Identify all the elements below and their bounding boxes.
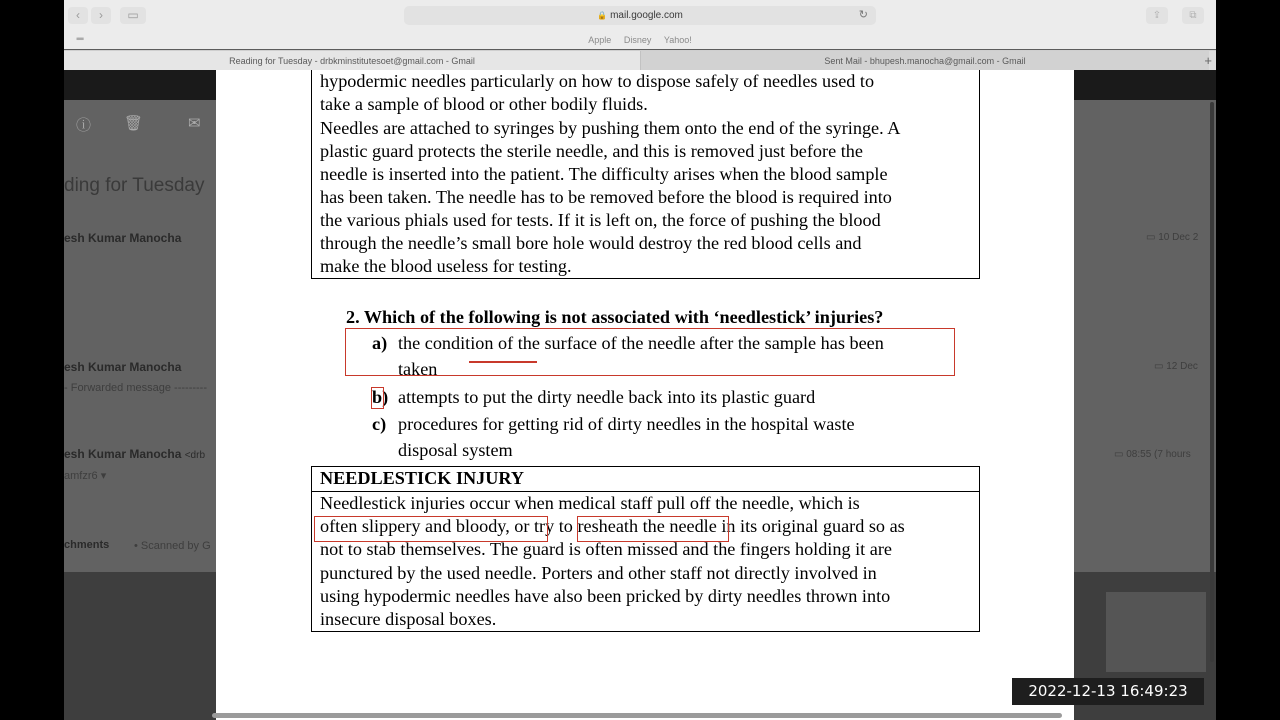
resheath-highlight-box [577,516,729,542]
passage-line: through the needle’s small bore hole would destroy the red blood cells and [320,233,862,253]
email-subject: ding for Tuesday [64,175,205,196]
date-text: 08:55 (7 hours [1126,449,1191,460]
passage-line: hypodermic needles particularly on how to dispose safely of needles used to [320,71,875,91]
favorite-yahoo[interactable]: Yahoo! [663,35,692,45]
label-icon: ▭ [1154,361,1167,372]
injury-line: insecure disposal boxes. [320,609,497,629]
injury-line: punctured by the used needle. Porters and other staff not directly involved in [320,563,877,583]
tabs-overview-icon[interactable]: ⧉ [1182,7,1204,24]
passage-line: make the blood useless for testing. [320,256,572,276]
horizontal-scrollbar[interactable] [212,713,1062,718]
favorite-apple[interactable]: Apple [588,35,612,45]
passage-line: needle is inserted into the patient. The difficulty arises when the blood sample [320,164,888,184]
option-a-highlight-box [345,328,955,376]
attachments-label: chments [64,539,110,551]
box-header [312,467,979,492]
message-sender[interactable]: esh Kumar Manocha [64,231,182,245]
question-heading: 2. Which of the following is not associated with ‘needlestick’ injuries? [346,307,884,327]
message-date [1154,361,1198,372]
sender-name: esh Kumar Manocha [64,447,182,461]
passage-line: plastic guard protects the sterile needle, and this is removed just before the [320,141,863,161]
favorites-bar [64,31,1216,49]
passage-line: has been taken. The needle has to be removed before the blood is required into [320,187,892,207]
document-page [216,70,1074,720]
report-spam-icon[interactable]: ⓘ [76,117,92,134]
passage-line: take a sample of blood or other bodily fluids. [320,94,648,114]
sidebar-icon[interactable]: ▭ [120,7,146,24]
tab-title: Reading for Tuesday - drbkminstitutesoet@gmail.com - Gmail [229,56,475,66]
url-text: mail.google.com [610,10,683,21]
tab-sent-mail[interactable] [640,51,1209,71]
browser-window [64,0,1216,720]
tab-title: Sent Mail - bhupesh.manocha@gmail.com - Gmail [824,56,1026,66]
option-text: disposal system [398,440,513,460]
message-sender[interactable]: esh Kumar Manocha [64,360,182,374]
underline-annotation [469,361,537,363]
forward-button[interactable]: › [91,7,111,24]
injury-line: not to stab themselves. The guard is often missed and the fingers holding it are [320,539,892,559]
share-icon[interactable]: ⇪ [1146,7,1168,24]
recording-timestamp: 2022-12-13 16:49:23 [1012,678,1204,705]
chevron-down-icon[interactable]: ▾ [100,470,107,482]
reload-icon[interactable]: ↻ [858,9,868,21]
option-text: procedures for getting rid of dirty needles in the hospital waste [398,414,855,434]
injury-line: using hypodermic needles have also been pricked by dirty needles thrown into [320,586,891,606]
address-bar[interactable] [404,6,876,25]
back-button[interactable]: ‹ [68,7,88,24]
sender-email: <drb [184,450,206,461]
snippet-text: amfzr6 [64,470,98,482]
message-sender[interactable] [64,447,205,461]
injury-line: Needlestick injuries occur when medical staff pull off the needle, which is [320,493,860,513]
message-snippet [64,469,106,482]
label-icon: ▭ [1114,449,1127,460]
tab-bar [64,50,1216,71]
delete-icon[interactable]: 🗑 [124,115,144,132]
scanned-label: • Scanned by G [134,540,211,552]
passage-line: Needles are attached to syringes by pushing them onto the end of the syringe. A [320,118,901,138]
injury-line: often slippery and bloody, or try to resheath the needle in its original guard so as [320,516,905,536]
date-text: 10 Dec 2 [1158,232,1199,243]
label-icon: ▭ [1146,232,1159,243]
option-b-mark [371,387,384,409]
option-letter: b) [372,387,389,407]
message-snippet: - Forwarded message --------- [64,382,208,394]
slippery-highlight-box [314,516,548,542]
date-text: 12 Dec [1166,361,1198,372]
passage-line: the various phials used for tests. If it is left on, the force of pushing the blood [320,210,881,230]
mail-icon[interactable]: ✉ [188,115,201,132]
gmail-scrollbar[interactable] [1210,102,1214,662]
attachment-thumbnail[interactable] [1106,592,1206,672]
option-text: attempts to put the dirty needle back into its plastic guard [398,387,816,407]
grid-icon[interactable]: ▪▪▪▪ [76,34,83,45]
favorite-disney[interactable]: Disney [623,35,652,45]
browser-toolbar [64,0,1216,31]
lock-icon: 🔒 [597,11,608,20]
message-date [1114,449,1191,460]
option-text: taken [398,359,438,379]
box-title: NEEDLESTICK INJURY [320,468,525,488]
option-letter: c) [372,414,387,434]
option-letter: a) [372,333,388,353]
new-tab-button[interactable]: + [1204,53,1212,68]
message-date [1146,232,1198,243]
option-text: the condition of the surface of the needle after the sample has been [398,333,884,353]
tab-reading-for-tuesday[interactable] [64,51,640,71]
